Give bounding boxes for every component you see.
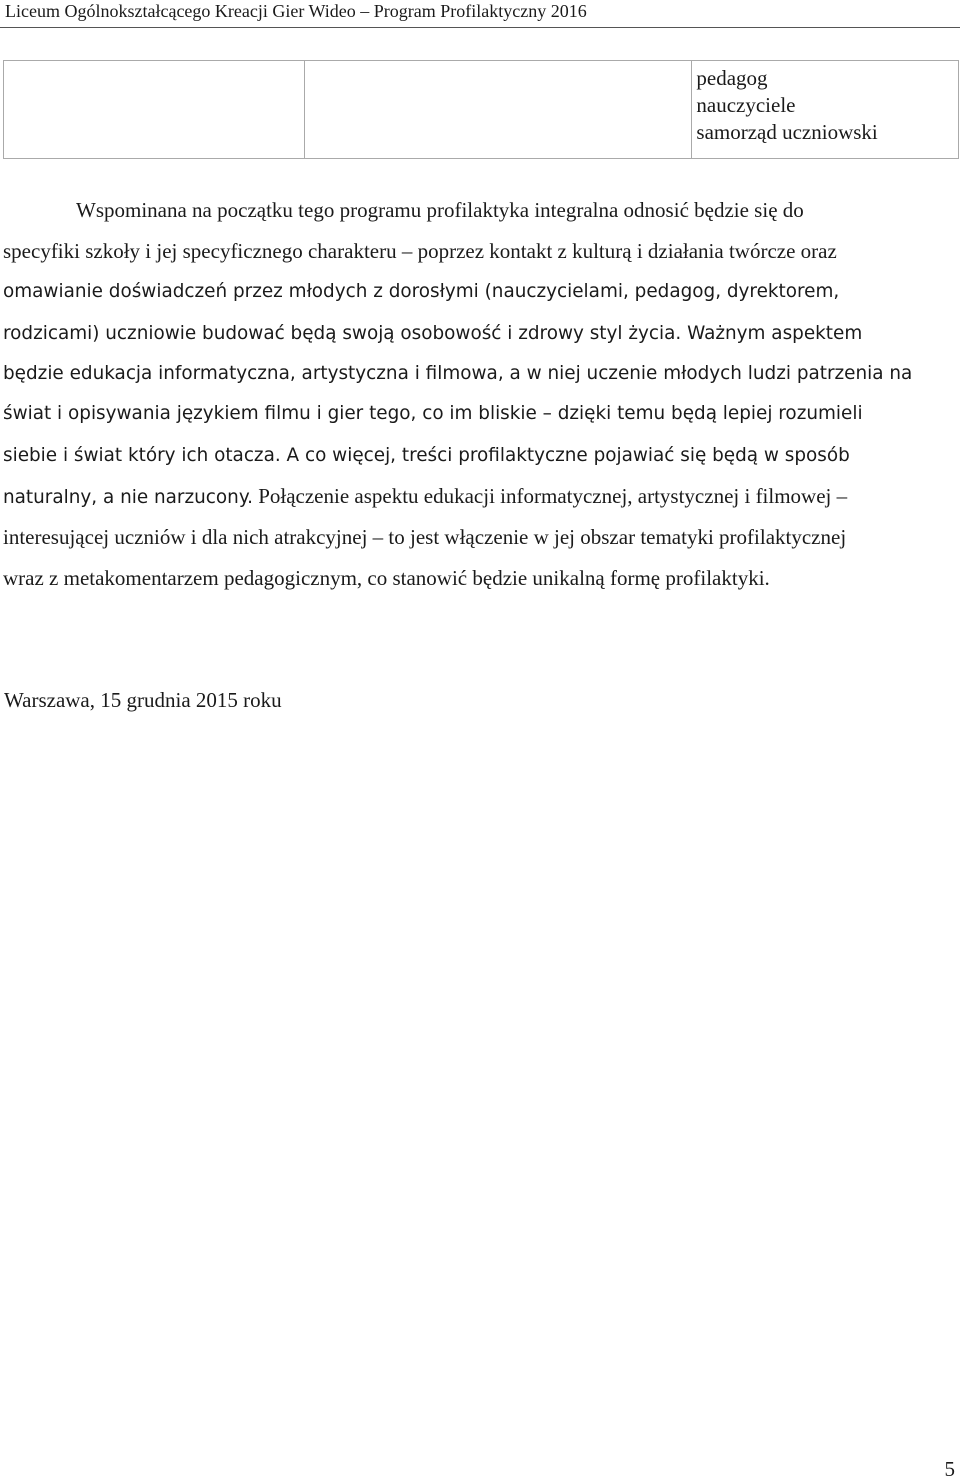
place-date: Warszawa, 15 grudnia 2015 roku <box>4 688 282 712</box>
paragraph-line: świat i opisywania językiem filmu i gier tego, co im bliskie – dzięki temu będą lepiej rozumieli <box>3 403 863 425</box>
responsible-item: pedagog <box>696 66 768 90</box>
paragraph-segment: A co więcej, treści profilaktyczne pojawiać się będą w sposób <box>280 445 850 467</box>
paragraph-line: omawianie doświadczeń przez młodych z dorosłymi (nauczycielami, pedagog, dyrektorem, <box>3 280 840 302</box>
table-row <box>4 61 959 159</box>
table-cell-responsible <box>692 61 959 159</box>
paragraph-line: będzie edukacja informatyczna, artystyczna i filmowa, a w niej uczenie młodych ludzi patrzenia na <box>3 362 913 384</box>
table-cell-empty-1 <box>4 61 305 159</box>
paragraph-line <box>3 435 958 476</box>
page-header: Liceum Ogólnokształcącego Kreacji Gier Wideo – Program Profilaktyczny 2016 <box>5 1 587 21</box>
paragraph-line: interesującej uczniów i dla nich atrakcyjnej – to jest włączenie w jej obszar tematyki profilaktycznej <box>3 525 847 550</box>
table-cell-empty-2 <box>305 61 692 159</box>
paragraph-line <box>3 313 958 354</box>
responsible-item: nauczyciele <box>696 93 796 117</box>
paragraph-line: specyfiki szkoły i jej specyficznego charakteru – poprzez kontakt z kulturą i działania twórcze oraz <box>3 238 837 263</box>
responsible-item: samorząd uczniowski <box>696 120 878 144</box>
paragraph-segment: rodzicami) uczniowie budować będą swoją osobowość i zdrowy styl życia. <box>3 322 682 344</box>
paragraph-segment: siebie i świat który ich otacza. <box>3 445 281 467</box>
paragraph-segment: Ważnym aspektem <box>681 322 863 344</box>
paragraph-segment: Połączenie aspektu edukacji informatycznej, artystycznej i filmowej – <box>252 484 848 509</box>
header-rule <box>0 27 960 28</box>
body-paragraph <box>3 190 958 599</box>
responsibility-table <box>3 60 959 159</box>
paragraph-line <box>3 476 958 517</box>
paragraph-line: Wspominana na początku tego programu profilaktyka integralna odnosić będzie się do <box>76 198 804 222</box>
paragraph-segment: naturalny, a nie narzucony. <box>3 487 253 509</box>
paragraph-line: wraz z metakomentarzem pedagogicznym, co stanowić będzie unikalną formę profilaktyki. <box>3 566 770 591</box>
page-number: 5 <box>944 1457 955 1481</box>
